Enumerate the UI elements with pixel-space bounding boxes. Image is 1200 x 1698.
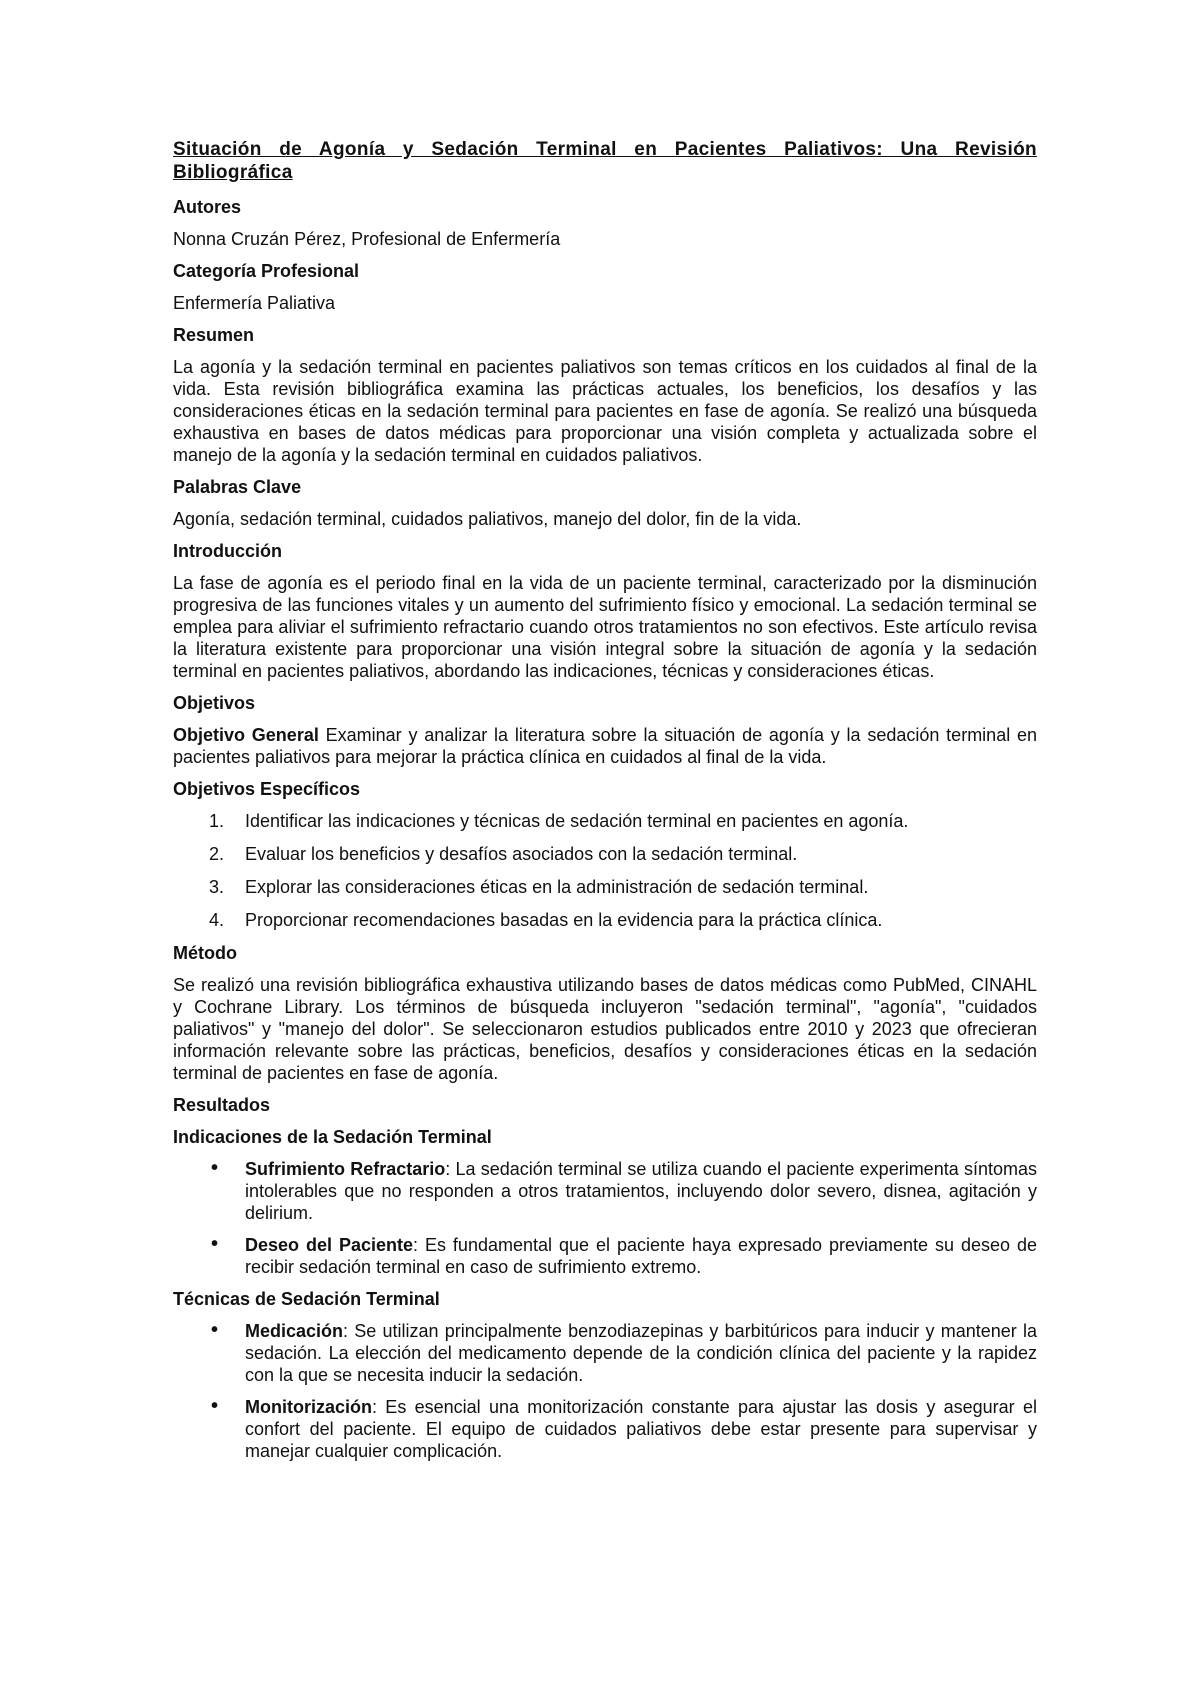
bullet-icon: • — [211, 1319, 219, 1341]
list-item-label: Deseo del Paciente — [245, 1235, 413, 1255]
indications-heading: Indicaciones de la Sedación Terminal — [173, 1127, 492, 1147]
category-text: Enfermería Paliativa — [173, 293, 336, 313]
method-heading: Método — [173, 943, 237, 963]
results-heading: Resultados — [173, 1095, 271, 1115]
list-item-label: Sufrimiento Refractario — [245, 1159, 446, 1179]
authors-heading: Autores — [173, 197, 242, 217]
list-item — [173, 1234, 1037, 1278]
list-item-text: Evaluar los beneficios y desafíos asociados con la sedación terminal. — [245, 844, 798, 864]
list-item-text: : Se utilizan principalmente benzodiazepinas y barbitúricos para inducir y mantener la sedación. La elección del medicamento depende de la condición clínica del paciente y la rapidez con la que se necesita inducir la sedación. — [245, 1321, 1037, 1385]
general-objective-text: Examinar y analizar la literatura sobre la situación de agonía y la sedación terminal en pacientes paliativos para mejorar la práctica clínica en cuidados al final de la vida. — [173, 725, 1038, 767]
abstract-text: La agonía y la sedación terminal en pacientes paliativos son temas críticos en los cuidados al final de la vida. Esta revisión bibliográfica examina las prácticas actuales, los beneficios, los desafíos y las consideraciones éticas en la sedación terminal para pacientes en fase de agonía. Se realizó una búsqueda exhaustiva en bases de datos médicas para proporcionar una visión completa y actualizada sobre el manejo de la agonía y la sedación terminal en cuidados paliativos. — [173, 357, 1037, 465]
list-item-text: Identificar las indicaciones y técnicas de sedación terminal en pacientes en agonía. — [245, 811, 909, 831]
list-item-text: : Es esencial una monitorización constante para ajustar las dosis y asegurar el confort del paciente. El equipo de cuidados paliativos debe estar presente para supervisar y manejar cualquier complicación. — [245, 1397, 1037, 1461]
keywords-heading: Palabras Clave — [173, 477, 302, 497]
indications-list — [173, 1158, 1037, 1278]
list-item-label: Monitorización — [245, 1397, 372, 1417]
method-text: Se realizó una revisión bibliográfica exhaustiva utilizando bases de datos médicas como PubMed, CINAHL y Cochrane Library. Los términos de búsqueda incluyeron "sedación terminal", "agonía", "cuidados paliativos" y "manejo del dolor". Se seleccionaron estudios publicados entre 2010 y 2023 que ofrecieran información relevante sobre las prácticas, beneficios, desafíos y consideraciones éticas en la sedación terminal de pacientes en fase de agonía. — [173, 975, 1037, 1083]
document-title: Situación de Agonía y Sedación Terminal en Pacientes Paliativos: Una Revisión Bibliográfica — [173, 139, 1037, 183]
general-objective — [173, 724, 1037, 768]
list-item — [173, 843, 1037, 865]
bullet-icon: • — [211, 1157, 219, 1179]
keywords-text: Agonía, sedación terminal, cuidados paliativos, manejo del dolor, fin de la vida. — [173, 509, 802, 529]
authors-text: Nonna Cruzán Pérez, Profesional de Enfermería — [173, 229, 561, 249]
list-number: 3. — [209, 877, 225, 897]
introduction-heading: Introducción — [173, 541, 282, 561]
list-item-label: Medicación — [245, 1321, 344, 1341]
specific-objectives-heading: Objetivos Específicos — [173, 779, 361, 799]
abstract-heading: Resumen — [173, 325, 255, 345]
document-page — [173, 138, 1037, 1472]
list-item-text: Proporcionar recomendaciones basadas en la evidencia para la práctica clínica. — [245, 910, 883, 930]
list-item — [173, 1396, 1037, 1462]
introduction-text: La fase de agonía es el periodo final en la vida de un paciente terminal, caracterizado por la disminución progresiva de las funciones vitales y un aumento del sufrimiento físico y emocional. La sedación terminal se emplea para aliviar el sufrimiento refractario cuando otros tratamientos no son efectivos. Este artículo revisa la literatura existente para proporcionar una visión integral sobre la situación de agonía y la sedación terminal en pacientes paliativos, abordando las indicaciones, técnicas y consideraciones éticas. — [173, 573, 1037, 681]
list-number: 2. — [209, 844, 225, 864]
list-item-text: : Es fundamental que el paciente haya expresado previamente su deseo de recibir sedación terminal en caso de sufrimiento extremo. — [245, 1235, 1037, 1277]
list-item — [173, 876, 1037, 898]
list-number: 4. — [209, 910, 225, 930]
list-item — [173, 909, 1037, 931]
bullet-icon: • — [211, 1233, 219, 1255]
list-item — [173, 810, 1037, 832]
techniques-heading: Técnicas de Sedación Terminal — [173, 1289, 440, 1309]
list-item — [173, 1320, 1037, 1386]
list-number: 1. — [209, 811, 225, 831]
list-item-text: Explorar las consideraciones éticas en la administración de sedación terminal. — [245, 877, 869, 897]
specific-objectives-list — [173, 810, 1037, 931]
general-objective-label: Objetivo General — [173, 725, 319, 745]
bullet-icon: • — [211, 1395, 219, 1417]
techniques-list — [173, 1320, 1037, 1462]
objectives-heading: Objetivos — [173, 693, 256, 713]
list-item-text: : La sedación terminal se utiliza cuando el paciente experimenta síntomas intolerables que no responden a otros tratamientos, incluyendo dolor severo, disnea, agitación y delirium. — [245, 1159, 1037, 1223]
list-item — [173, 1158, 1037, 1224]
category-heading: Categoría Profesional — [173, 261, 360, 281]
